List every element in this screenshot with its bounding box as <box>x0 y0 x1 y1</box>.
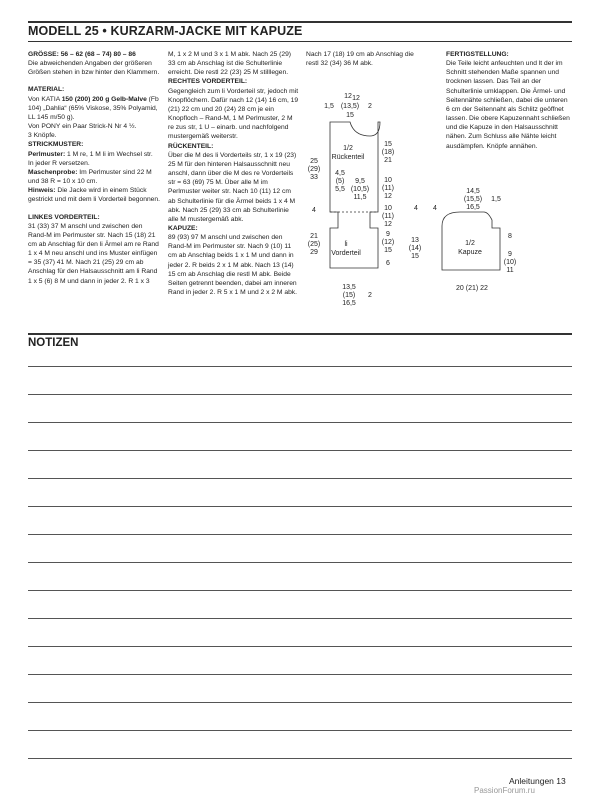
hood-dim-10: (10) <box>503 259 517 266</box>
dim-top-12: 12 <box>352 95 360 102</box>
dim-left-25b: (25) <box>307 241 321 248</box>
dim-right-12b: 12 <box>384 221 392 228</box>
dim-right-10b: 10 <box>384 205 392 212</box>
needle-text: Von PONY ein Paar Strick-N Nr 4 ½. <box>28 123 137 131</box>
dim-top-15: 15 <box>346 112 354 119</box>
note-line <box>28 674 572 675</box>
dim-left-4: 4 <box>312 207 316 214</box>
note-line <box>28 366 572 367</box>
perlmuster-text: Perlmuster: 1 M re, 1 M li im Wechsel str. In jeder R versetzen. <box>28 150 153 167</box>
dim-left-33: 33 <box>310 174 318 181</box>
page-footer: Anleitungen 13 <box>509 776 566 786</box>
hood-dim-14: (14) <box>408 245 422 252</box>
finishing-heading: FERTIGSTELLUNG: <box>446 51 509 58</box>
title-bar <box>28 21 572 42</box>
hood-dim-9: 9 <box>508 251 512 258</box>
right-front-text: Gegengleich zum li Vorderteil str, jedoch mit Knopflöchern. Dafür nach 12 (14) 16 cm, 19 (21) 22 cm und 20 (24) 28 cm je ein Knopfloch – Rand-M, 1 M Perlmuster, 2 M re zus str, 1 U – einarb. und nachfolgend mustergemäß weiterstr. <box>168 87 299 141</box>
left-front-heading: LINKES VORDERTEIL: <box>28 213 100 221</box>
note-line <box>28 450 572 451</box>
dim-right-6: 6 <box>386 260 390 267</box>
hood-dim-4b: 4 <box>414 205 418 212</box>
back-heading: RÜCKENTEIL: <box>168 142 214 150</box>
hood-dim-14-5: 14,5 <box>466 188 480 195</box>
notes-title: NOTIZEN <box>28 337 79 349</box>
back-text: Über die M des li Vorderteils str, 1 x 19 (23) 25 M für den hinteren Halsausschnitt neu anschl, dann über die M des re Vorderteils str = 63 (69) 75 M. Über alle M im Perlmuster weiter str. Nach 10 (11) 12 cm ab Schulterlinie für die Ärmel beids 1 x 4 M abk. Nach 25 (29) 33 cm ab Schulterlinie alle M mustergemäß abk. <box>168 151 297 223</box>
hood-half-label: 1/2 <box>465 240 475 247</box>
note-line <box>28 478 572 479</box>
dim-right-9: 9 <box>386 231 390 238</box>
dim-top-2: 2 <box>368 103 372 110</box>
buttons-text: 3 Knöpfe. <box>28 132 57 140</box>
note-line <box>28 702 572 703</box>
material-heading: MATERIAL: <box>28 86 65 94</box>
column-2 <box>168 50 300 297</box>
dim-left-29: (29) <box>307 166 321 173</box>
hood-dim-13: 13 <box>411 237 419 244</box>
note-line <box>28 590 572 591</box>
dim-bottom-16-5: 16,5 <box>342 300 356 307</box>
hood-text: 89 (93) 97 M anschl und zwischen den Rand-M im Perlmuster str. Nach 9 (10) 11 cm ab Anschlag beids 1 x 1 M und dann in jeder 2. R beids 2 x 1 M abk. Nach 13 (14) 15 cm ab Anschlag die restl M abk. Beide Seiten getrennt beenden, dabei am inneren Rand in jeder 2. R 5 x 1 M und 2 x 2 M abk. <box>168 234 297 297</box>
right-front-heading: RECHTES VORDERTEIL: <box>168 78 248 86</box>
dim-4-5: 4,5 <box>335 170 345 177</box>
left-label: li <box>344 241 348 248</box>
page-title: MODELL 25 • KURZARM-JACKE MIT KAPUZE <box>28 24 303 38</box>
note-line <box>28 730 572 731</box>
hood-schematic <box>408 108 580 318</box>
dim-left-25: 25 <box>310 158 318 165</box>
hint-text: Hinweis: Die Jacke wird in einem Stück gestrickt und mit dem li Vorderteil begonnen. <box>28 187 160 204</box>
note-line <box>28 534 572 535</box>
hood-dim-1-5: 1,5 <box>491 196 501 203</box>
dim-bottom-15: (15) <box>342 292 356 299</box>
pattern-heading: STRICKMUSTER: <box>28 141 84 149</box>
dim-right-12a: 12 <box>384 193 392 200</box>
left-front-text: 31 (33) 37 M anschl und zwischen den Rand-M im Perlmuster str. Nach 15 (18) 21 cm ab Anschlag für den li Ärmel am re Rand 1 x 4 M neu anschl und ins Muster einfügen = 35 (37) 41 M. Nach 21 (25) 29 cm ab Anschlag für den Halsausschnitt am li Rand 1 x 5 (6) 8 M und dann in jeder 2. R 1 x 3 <box>28 222 159 285</box>
dim-5-5: 5,5 <box>335 186 345 193</box>
dim-top-1-5: 1,5 <box>324 103 334 110</box>
watermark: PassionForum.ru <box>474 786 535 795</box>
note-line <box>28 422 572 423</box>
hood-dim-8: 8 <box>508 233 512 240</box>
hood-dim-16-5: 16,5 <box>466 204 480 211</box>
note-line <box>28 758 572 759</box>
hood-heading: KAPUZE: <box>168 224 198 232</box>
dim-top-13-5: (13,5) <box>340 103 360 110</box>
back-half-label: 1/2 <box>343 145 353 152</box>
back-label: Rückenteil <box>331 154 365 161</box>
dim-top-12: 12 <box>344 93 352 100</box>
dim-right-11b: (11) <box>382 213 394 220</box>
hood-dim-4a: 4 <box>433 205 437 212</box>
hood-label: Kapuze <box>458 249 482 256</box>
hood-cont-text: Nach 17 (18) 19 cm ab Anschlag die restl 32 (34) 36 M abk. <box>306 51 414 68</box>
dim-5: (5) <box>335 178 345 185</box>
dim-right-18: (18) <box>381 149 395 156</box>
note-line <box>28 618 572 619</box>
dim-bottom-2: 2 <box>368 292 372 299</box>
dim-right-15: 15 <box>384 141 392 148</box>
material-text: Von KATIA 150 (200) 200 g Gelb-Malve (Fb 104) „Dahlia“ (65% Viskose, 35% Polyamid, LL 145 m/50 g). <box>28 95 159 121</box>
size-heading: GRÖSSE: 56 – 62 (68 – 74) 80 – 86 <box>28 51 136 58</box>
dim-right-21: 21 <box>384 157 392 164</box>
dim-10-5: (10,5) <box>350 186 370 193</box>
dim-9-5: 9,5 <box>355 178 365 185</box>
dim-11-5: 11,5 <box>353 194 367 201</box>
hood-dim-15-5: (15,5) <box>463 196 483 203</box>
note-line <box>28 394 572 395</box>
note-line <box>28 506 572 507</box>
front-label: Vorderteil <box>331 250 361 257</box>
hood-dim-11: 11 <box>506 267 514 274</box>
dim-right-10a: 10 <box>384 177 392 184</box>
gauge-text: Maschenprobe: Im Perlmuster sind 22 M und 38 R = 10 x 10 cm. <box>28 168 152 186</box>
note-line <box>28 562 572 563</box>
note-line <box>28 646 572 647</box>
dim-bottom-13-5: 13,5 <box>342 284 356 291</box>
dim-left-21: 21 <box>310 233 318 240</box>
notes-header <box>28 333 572 349</box>
dim-right-15b: 15 <box>384 247 392 254</box>
column-1 <box>28 50 160 286</box>
left-front-cont-text: M, 1 x 2 M und 3 x 1 M abk. Nach 25 (29) 33 cm ab Anschlag ist die Schulterlinie erreicht. Die restl 22 (23) 25 M stilllegen. <box>168 51 292 77</box>
dim-left-29b: 29 <box>310 249 318 256</box>
column-3 <box>306 50 426 68</box>
finishing-text: Die Teile leicht anfeuchten und lt der im Schnitt stehenden Maße spannen und trocknen lassen. Das Teil an der Schulterlinie umklappen. Die Ärmel- und Seitennähte schließen, dabei die unteren 6 cm der Seitennaht als Schlitz geöffnet lassen. Die obere Kapuzennaht schließen und die Kapuze in den Halsausschnitt nähen. Zum Schluss alle Nähte leicht ausdämpfen. Knöpfe annähen. <box>446 60 570 150</box>
size-text: Die abweichenden Angaben der größeren Größen stehen in bzw hinter den Klammern. <box>28 60 160 77</box>
hood-dim-bottom: 20 (21) 22 <box>456 285 488 292</box>
dim-right-11a: (11) <box>382 185 394 192</box>
hood-dim-15: 15 <box>411 253 419 260</box>
dim-right-12c: (12) <box>381 239 395 246</box>
